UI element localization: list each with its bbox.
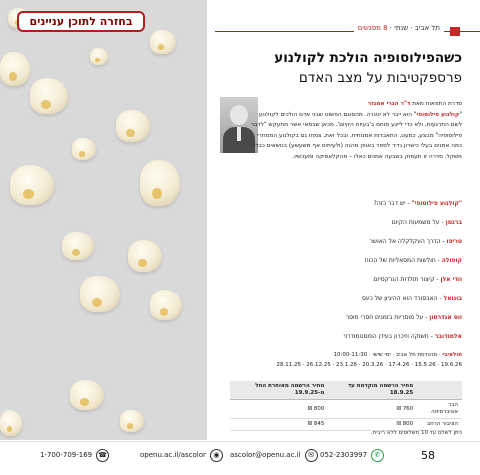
schedule-location-line: [222, 350, 462, 360]
schedule-location: · מהנדסת תל אביב · ימי שישי · 10:00-11:30: [333, 352, 443, 358]
popcorn-kernel: [0, 410, 22, 436]
lecture-topic: - חולשות המסאליות של הכוח: [364, 257, 442, 264]
section-marker: [450, 27, 460, 36]
popcorn-kernel: [140, 160, 180, 206]
email-address: ascolor@openu.ac.il: [230, 451, 301, 459]
popcorn-background-panel: [0, 0, 207, 440]
table-cell: הציבור הרחב: [417, 419, 462, 431]
popcorn-kernel: [72, 138, 96, 160]
website-url: openu.ac.il/ascolor: [140, 451, 206, 459]
popcorn-kernel: [30, 78, 68, 114]
lecture-director: וודי אלן: [440, 276, 462, 283]
footer-phone[interactable]: [40, 447, 109, 463]
intro-lecturer-line: [247, 99, 462, 110]
lecture-item: [343, 333, 462, 340]
lecture-topic: - הדרך העקלקלה אל האושר: [369, 238, 447, 245]
globe-icon: ◉: [210, 449, 223, 462]
photo-shirt: [237, 127, 241, 141]
popcorn-kernel: [128, 240, 162, 272]
lecture-item: [392, 219, 462, 226]
table-cell: 760 ₪: [328, 400, 417, 419]
lecture-director: בונואל: [443, 295, 462, 302]
lecturer-name: ד"ר הגרי אמנזר: [367, 101, 411, 107]
page-subtitle: פרספקטיבות על מצב האדם: [298, 70, 462, 86]
lectures-heading: [374, 200, 462, 207]
table-row: [230, 400, 462, 419]
table-cell: 845 ₪: [230, 419, 328, 431]
back-to-contents-button[interactable]: [17, 11, 145, 32]
popcorn-kernel: [70, 380, 104, 410]
lecture-director: קופולה: [441, 257, 462, 264]
popcorn-kernel: [150, 290, 182, 320]
schedule-label: חולאיבי: [442, 352, 462, 358]
popcorn-kernel: [10, 165, 54, 205]
breadcrumb-sessions: 8 מפגשים: [357, 24, 388, 32]
page-title: כשהפילוסופיה הולכת לקולנוע: [274, 50, 462, 66]
lecture-item: [346, 314, 462, 321]
schedule-info: [222, 350, 462, 370]
phone-number: 1-700-709-169: [40, 451, 93, 459]
lecture-topic: - האבסורד הוא ההיגיון של כעס: [361, 295, 444, 302]
intro-body-text: " הוא ייבר לא יטנרה. מהסוגם הפשוט שבני אדם הולכים לקולנוע לשם התרגעות, ולא כדי לייגע מוחם ב'בעיות הקיום'. מכאן שבמאי אשר מתעקש "לדבר פילוסופיה" מבצע, כמעט, התאבדות אמנותית. ובכל זאת, צמחו גם בקולנוע המסחרי כמה אמנים בעלי כישרון נדיר לספר באופן מהנה (ולעיתים אף משעשע) בנושאים כבדי משקל. סדרה זו תעסוק בשבעה אמנים כאלו – מהקלאסיקה ומעכשיו.: [250, 111, 462, 160]
lectures-heading-rest: - יש דבר כזה?: [373, 200, 412, 207]
table-cell: 800 ₪: [230, 400, 328, 419]
schedule-dates: 19.6.26 · 15.5.26 · 17.4.26 · 20.3.26 · 23.1.26 · 26.12.25 · 28.11.25: [276, 362, 462, 368]
whatsapp-icon: ✆: [371, 449, 384, 462]
lecture-director: טריפו: [446, 238, 462, 245]
lectures-heading-highlight: "קולנוע פילוסופי": [411, 200, 462, 207]
intro-quote-open: ": [459, 111, 462, 118]
price-header-cell: מחיר הרשמה מאוחרת החל מ-19.9.25: [230, 381, 328, 400]
footer-bar: [0, 443, 480, 475]
price-header-cell: מחיר הרשמה מוקדמת עד 18.9.25: [328, 381, 417, 400]
popcorn-kernel: [90, 48, 108, 65]
popcorn-kernel: [150, 30, 176, 54]
mail-icon: ✉: [305, 449, 318, 462]
footer-email[interactable]: [230, 447, 318, 463]
breadcrumb: [354, 24, 444, 32]
payment-note: ניתן לשלם עד 10 תשלומים ללא ריבית.: [370, 430, 462, 436]
footer-whatsapp[interactable]: [320, 447, 384, 463]
lecture-item: [365, 257, 462, 264]
page-number: 58: [421, 449, 435, 462]
lecture-director: ווס אנדרסון: [429, 314, 462, 321]
intro-highlight: קולנוע פילוסופי: [416, 111, 460, 118]
popcorn-kernel: [116, 110, 150, 142]
price-table-header-row: [230, 381, 462, 400]
intro-lecturer-prefix: סדרת התפאות מאת: [410, 101, 462, 107]
lecture-item: [369, 238, 462, 245]
content-column: [207, 0, 480, 440]
price-table: [230, 381, 462, 431]
popcorn-kernel: [80, 276, 120, 312]
breadcrumb-location: תל אביב · שנתי ·: [387, 24, 440, 32]
lecture-director: ברגמן: [445, 219, 462, 226]
price-header-cell: [417, 381, 462, 400]
intro-text: [247, 99, 462, 162]
back-to-contents-label: בחזרה לתוכן עניינים: [29, 15, 133, 28]
lecture-topic: - על מוסריות בזמנים חסרי מוסר: [345, 314, 430, 321]
photo-head: [230, 105, 248, 125]
table-cell: 800 ₪: [328, 419, 417, 431]
lecture-topic: - תשוקה וזיכרון בעידן הפוסטמודרני: [343, 333, 435, 340]
phone-icon: ☎: [96, 449, 109, 462]
lecture-item: [362, 295, 462, 302]
intro-body: [247, 110, 462, 163]
whatsapp-number: 052-2303997: [320, 451, 368, 459]
lecture-topic: - על משמעות הקיום: [391, 219, 446, 226]
table-row: [230, 419, 462, 431]
popcorn-kernel: [0, 52, 30, 86]
table-cell: הבר אוניברסיטה: [417, 400, 462, 419]
popcorn-kernel: [120, 410, 144, 432]
lecture-item: [373, 276, 462, 283]
footer-website[interactable]: [140, 447, 223, 463]
popcorn-kernel: [62, 232, 94, 260]
lecture-director: אלמודובר: [434, 333, 462, 340]
footer-divider: [0, 441, 480, 442]
lecture-topic: - קיצור תולדות הנרקסיזם: [373, 276, 441, 283]
